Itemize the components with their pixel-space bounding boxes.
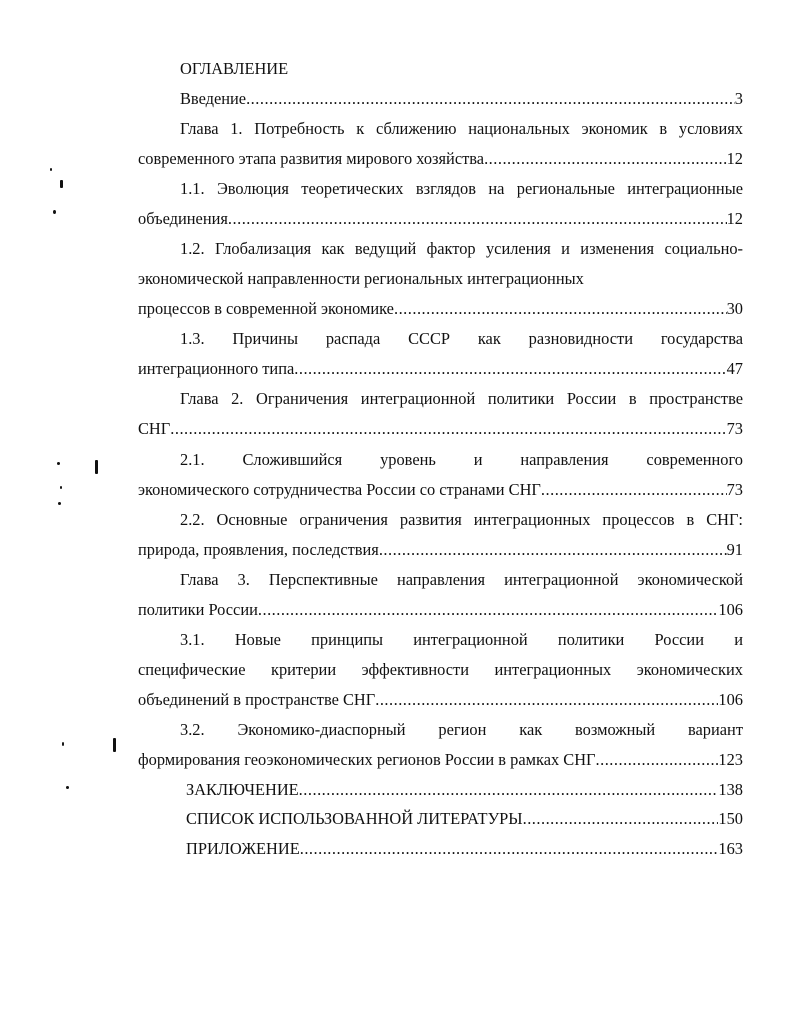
toc-entry-section-1-2-cont2[interactable]: [138, 298, 743, 320]
entry-title: СНГ: [138, 419, 171, 438]
entry-title: Введение: [180, 89, 247, 108]
entry-title: интеграционного типа: [138, 359, 295, 378]
dot-leader: [394, 298, 727, 320]
scan-speck: [113, 738, 116, 752]
dot-leader: [523, 808, 719, 830]
toc-entry-section-1-3[interactable]: 1.3. Причины распада СССР как разновидности государства: [180, 329, 743, 348]
entry-title: современного этапа развития мирового хозяйства: [138, 149, 485, 168]
toc-entry-section-2-2[interactable]: 2.2. Основные ограничения развития интеграционных процессов в СНГ:: [180, 510, 743, 529]
entry-title: экономического сотрудничества России со странами СНГ: [138, 480, 541, 499]
dot-leader: [379, 539, 727, 561]
toc-entry-introduction[interactable]: [180, 88, 743, 110]
entry-page: 73: [726, 419, 743, 438]
toc-entry-section-1-2[interactable]: 1.2. Глобализация как ведущий фактор усиления и изменения социально-: [180, 239, 743, 258]
toc-entry-chapter-2-cont[interactable]: [138, 418, 743, 440]
toc-entry-chapter-3[interactable]: Глава 3. Перспективные направления интеграционной экономической: [180, 570, 743, 589]
dot-leader: [375, 689, 718, 711]
toc-entry-section-3-1-cont[interactable]: специфические критерии эффективности интеграционных экономических: [138, 660, 743, 679]
entry-page: 106: [718, 600, 743, 619]
dot-leader: [170, 418, 726, 440]
entry-page: 12: [726, 209, 743, 228]
entry-page: 30: [726, 299, 743, 318]
entry-page: 12: [726, 149, 743, 168]
toc-entry-bibliography[interactable]: [186, 808, 743, 830]
scan-speck: [95, 460, 98, 474]
entry-title: природа, проявления, последствия: [138, 540, 379, 559]
dot-leader: [300, 838, 719, 860]
entry-title: объединения: [138, 209, 228, 228]
toc-entry-section-3-1[interactable]: 3.1. Новые принципы интеграционной политики России и: [180, 630, 743, 649]
toc-entry-conclusion[interactable]: [186, 779, 743, 801]
toc-entry-section-1-1[interactable]: 1.1. Эволюция теоретических взглядов на региональные интеграционные: [180, 179, 743, 198]
toc-entry-chapter-1[interactable]: Глава 1. Потребность к сближению национальных экономик в условиях: [180, 119, 743, 138]
entry-page: 91: [726, 540, 743, 559]
entry-title: ЗАКЛЮЧЕНИЕ: [186, 780, 299, 799]
toc-entry-section-2-1-cont[interactable]: [138, 479, 743, 501]
entry-title: процессов в современной экономике: [138, 299, 394, 318]
scan-speck: [58, 502, 61, 505]
entry-page: 3: [734, 89, 743, 108]
dot-leader: [294, 358, 726, 380]
entry-page: 123: [718, 750, 743, 769]
dot-leader: [258, 599, 719, 621]
toc-entry-chapter-1-cont[interactable]: [138, 148, 743, 170]
scan-speck: [57, 462, 60, 465]
scan-speck: [60, 486, 62, 489]
entry-page: 73: [726, 480, 743, 499]
entry-page: 138: [718, 780, 743, 799]
entry-title: СПИСОК ИСПОЛЬЗОВАННОЙ ЛИТЕРАТУРЫ: [186, 809, 523, 828]
entry-page: 150: [718, 809, 743, 828]
toc-entry-chapter-3-cont[interactable]: [138, 599, 743, 621]
dot-leader: [541, 479, 727, 501]
scan-speck: [53, 210, 56, 214]
toc-entry-section-3-2[interactable]: 3.2. Экономико-диаспорный регион как возможный вариант: [180, 720, 743, 739]
entry-title: политики России: [138, 600, 258, 619]
toc-entry-section-1-1-cont[interactable]: [138, 208, 743, 230]
entry-title: формирования геоэкономических регионов России в рамках СНГ: [138, 750, 596, 769]
scan-speck: [60, 180, 63, 188]
entry-page: 47: [726, 359, 743, 378]
toc-entry-appendix[interactable]: [186, 838, 743, 860]
dot-leader: [228, 208, 727, 230]
scan-speck: [62, 742, 64, 746]
scan-speck: [50, 168, 52, 171]
toc-entry-section-3-2-cont[interactable]: [138, 749, 743, 771]
dot-leader: [246, 88, 735, 110]
dot-leader: [484, 148, 727, 170]
scan-speck: [66, 786, 69, 789]
toc-entry-section-2-2-cont[interactable]: [138, 539, 743, 561]
entry-page: 106: [718, 690, 743, 709]
dot-leader: [299, 779, 719, 801]
toc-entry-section-2-1[interactable]: 2.1. Сложившийся уровень и направления современного: [180, 450, 743, 469]
entry-title: ПРИЛОЖЕНИЕ: [186, 839, 300, 858]
toc-entry-section-1-2-cont[interactable]: экономической направленности региональных интеграционных: [138, 269, 584, 288]
toc-heading: ОГЛАВЛЕНИЕ: [180, 59, 289, 78]
entry-title: объединений в пространстве СНГ: [138, 690, 376, 709]
entry-page: 163: [718, 839, 743, 858]
toc-entry-section-1-3-cont[interactable]: [138, 358, 743, 380]
toc-entry-chapter-2[interactable]: Глава 2. Ограничения интеграционной политики России в пространстве: [180, 389, 743, 408]
toc-entry-section-3-1-cont2[interactable]: [138, 689, 743, 711]
dot-leader: [596, 749, 719, 771]
